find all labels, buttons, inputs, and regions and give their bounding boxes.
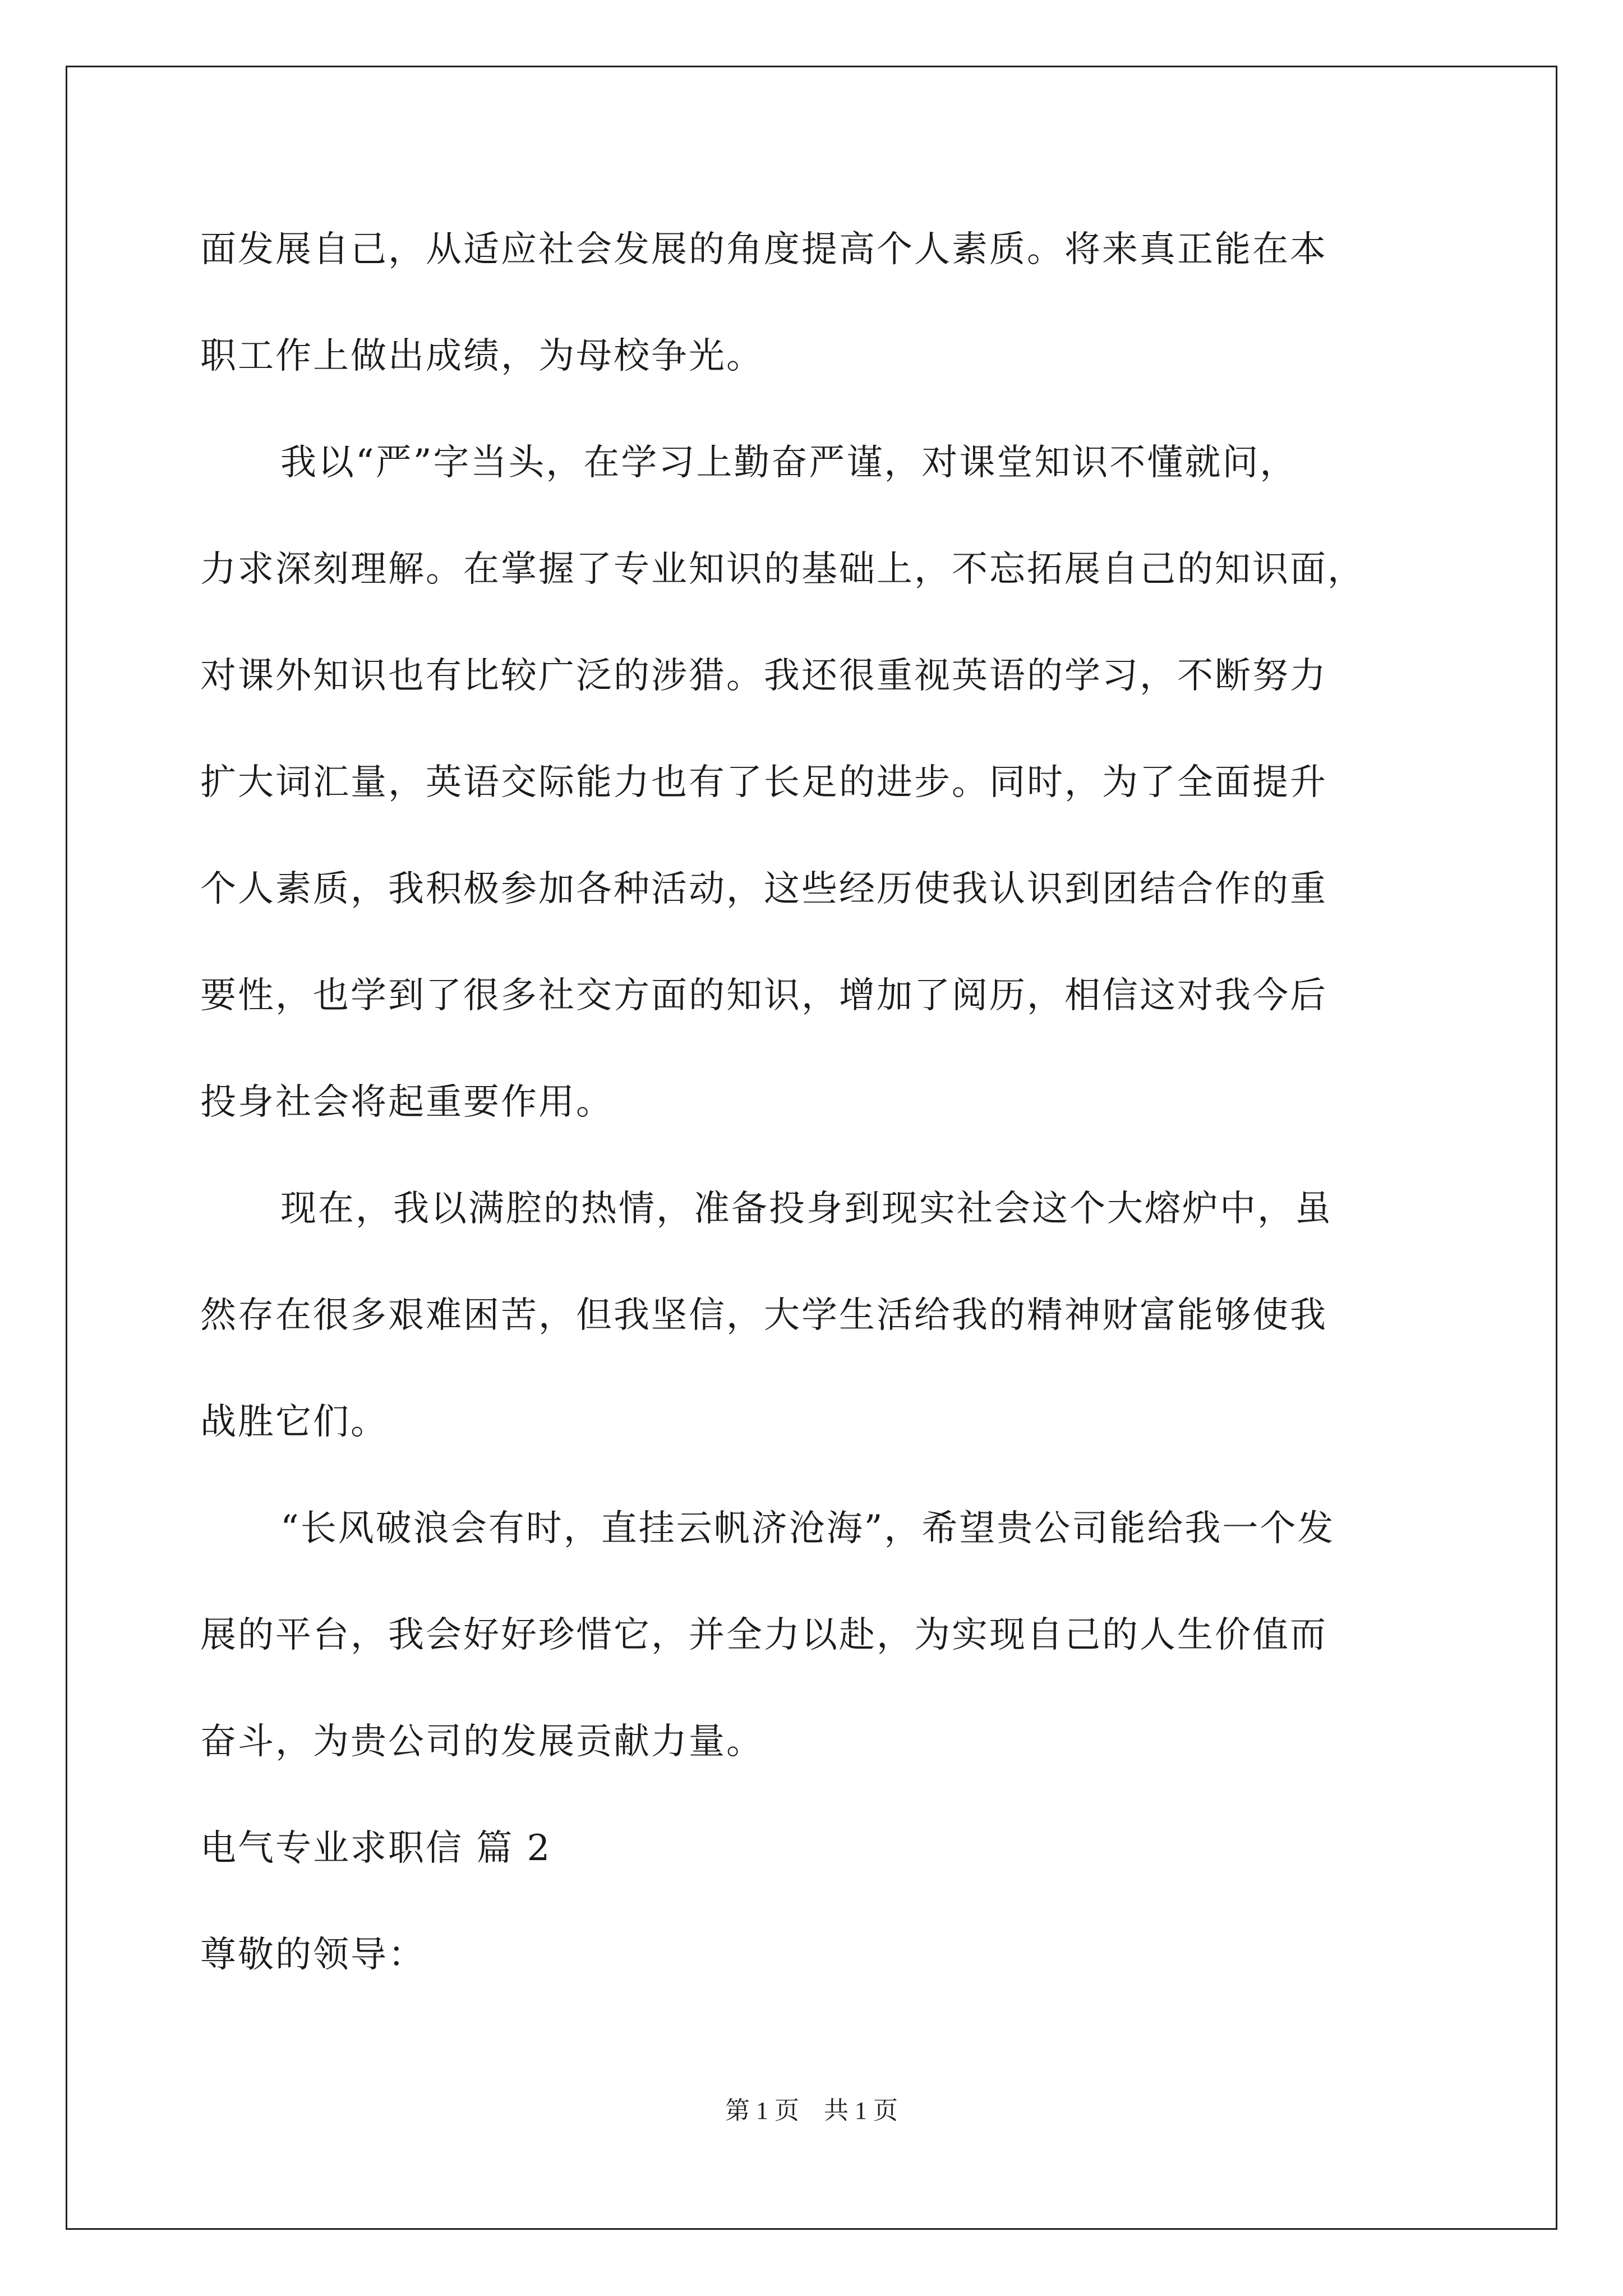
paragraph-2-line-4: 扩大词汇量，英语交际能力也有了长足的进步。同时，为了全面提升 [200, 762, 1327, 803]
paragraph-2-line-6: 要性，也学到了很多社交方面的知识，增加了阅历，相信这对我今后 [200, 975, 1327, 1016]
paragraph-1-line-1: 面发展自己，从适应社会发展的角度提高个人素质。将来真正能在本 [200, 229, 1327, 270]
paragraph-2-line-1: 我以“严”字当头，在学习上勤奋严谨，对课堂知识不懂就问， [280, 442, 1298, 484]
paragraph-4-line-3: 奋斗，为贵公司的发展贡献力量。 [200, 1721, 764, 1763]
paragraph-2-line-7: 投身社会将起重要作用。 [200, 1082, 614, 1123]
paragraph-2-line-5: 个人素质，我积极参加各种活动，这些经历使我认识到团结合作的重 [200, 868, 1327, 910]
paragraph-4-line-1: “长风破浪会有时，直挂云帆济沧海”，希望贵公司能给我一个发 [280, 1508, 1335, 1549]
paragraph-2-line-2: 力求深刻理解。在掌握了专业知识的基础上，不忘拓展自己的知识面， [200, 549, 1365, 590]
paragraph-4-line-2: 展的平台，我会好好珍惜它，并全力以赴，为实现自己的人生价值而 [200, 1614, 1327, 1656]
paragraph-3-line-2: 然存在很多艰难困苦，但我坚信，大学生活给我的精神财富能够使我 [200, 1295, 1327, 1336]
page-border [66, 66, 1557, 2230]
paragraph-2-line-3: 对课外知识也有比较广泛的涉猎。我还很重视英语的学习，不断努力 [200, 655, 1327, 697]
salutation: 尊敬的领导： [200, 1934, 426, 1976]
section-heading: 电气专业求职信 篇 2 [200, 1828, 552, 1869]
paragraph-3-line-3: 战胜它们。 [200, 1401, 388, 1443]
paragraph-1-line-2: 职工作上做出成绩，为母校争光。 [200, 335, 764, 377]
page-number-footer: 第 1 页 共 1 页 [725, 2097, 898, 2124]
paragraph-3-line-1: 现在，我以满腔的热情，准备投身到现实社会这个大熔炉中，虽 [280, 1188, 1332, 1230]
